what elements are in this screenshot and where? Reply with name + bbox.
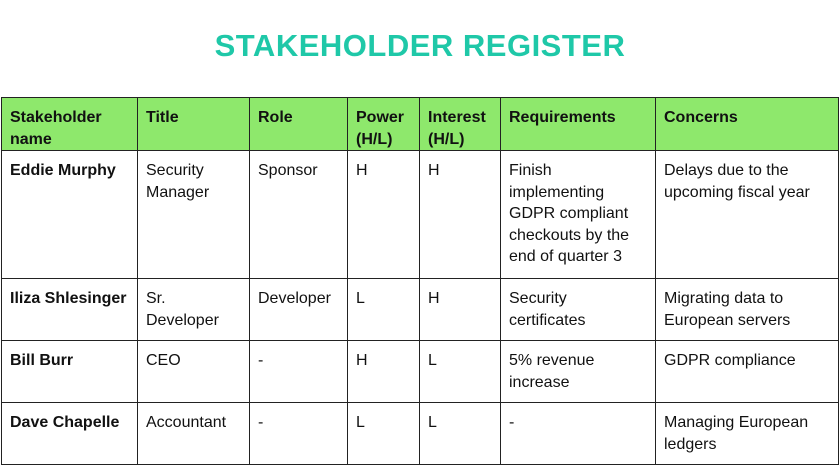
cell-stakeholder-name: Dave Chapelle [2,403,138,465]
cell-concerns: GDPR compliance [656,341,839,403]
table-row [2,341,839,403]
cell-role: Developer [250,279,348,341]
column-header-role: Role [250,98,348,151]
table-header-row [2,98,839,151]
cell-power: H [348,151,420,279]
cell-title: Security Manager [138,151,250,279]
column-header-title: Title [138,98,250,151]
column-header-stakeholder-name: Stakeholder name [2,98,138,151]
cell-interest: L [420,341,501,403]
column-header-requirements: Requirements [501,98,656,151]
column-header-concerns: Concerns [656,98,839,151]
cell-concerns: Delays due to the upcoming fiscal year [656,151,839,279]
cell-title: Accountant [138,403,250,465]
cell-stakeholder-name: Eddie Murphy [2,151,138,279]
cell-requirements: Security certificates [501,279,656,341]
stakeholder-table [1,97,839,465]
table-row [2,151,839,279]
cell-concerns: Migrating data to European servers [656,279,839,341]
cell-role: - [250,341,348,403]
cell-interest: H [420,279,501,341]
cell-requirements: Finish implementing GDPR compliant checkouts by the end of quarter 3 [501,151,656,279]
cell-power: L [348,279,420,341]
cell-title: Sr. Developer [138,279,250,341]
cell-power: H [348,341,420,403]
cell-requirements: - [501,403,656,465]
cell-concerns: Managing European ledgers [656,403,839,465]
cell-power: L [348,403,420,465]
cell-interest: H [420,151,501,279]
cell-role: - [250,403,348,465]
page-title: STAKEHOLDER REGISTER [214,28,626,63]
cell-title: CEO [138,341,250,403]
table-row [2,279,839,341]
column-header-interest: Interest (H/L) [420,98,501,151]
cell-stakeholder-name: Bill Burr [2,341,138,403]
cell-stakeholder-name: Iliza Shlesinger [2,279,138,341]
table-row [2,403,839,465]
cell-interest: L [420,403,501,465]
column-header-power: Power (H/L) [348,98,420,151]
cell-requirements: 5% revenue increase [501,341,656,403]
cell-role: Sponsor [250,151,348,279]
